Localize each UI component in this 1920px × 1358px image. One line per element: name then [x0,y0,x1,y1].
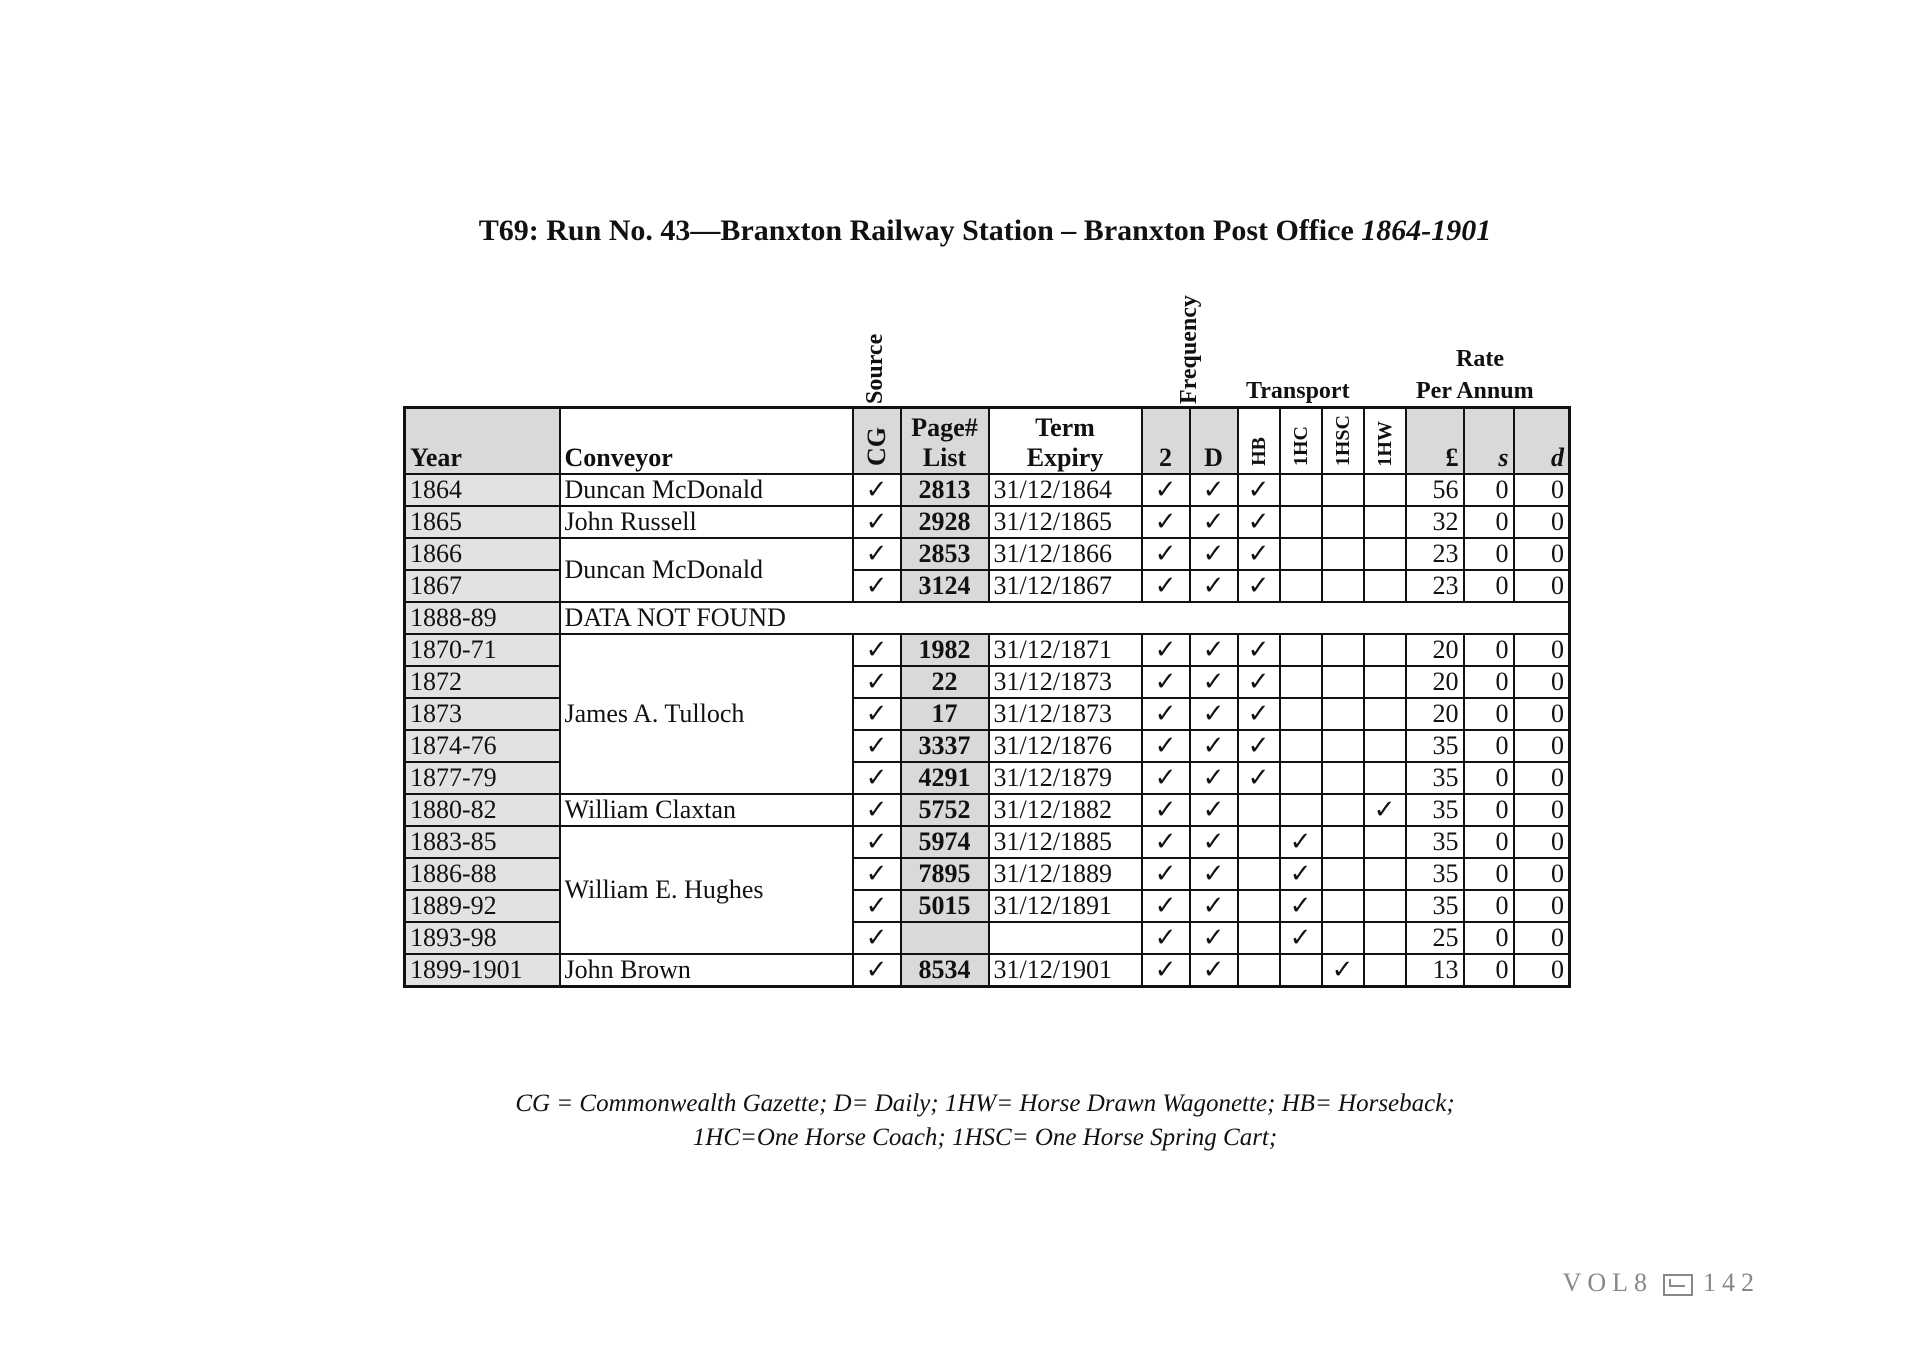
source-group-label: Source [862,333,888,404]
footnote-line2: 1HC=One Horse Coach; 1HSC= One Horse Spring Cart; [692,1124,1278,1151]
page-list-cell: 2928 [901,506,989,538]
hb-check-cell: ✓ [1238,634,1280,666]
table-row [405,506,1570,538]
1hw-check-cell [1364,698,1406,730]
pounds-cell: 35 [1406,890,1464,922]
freq-2-check-cell: ✓ [1142,570,1190,602]
cg-check-cell: ✓ [853,474,901,506]
freq-d-check-cell: ✓ [1190,922,1238,954]
table-row [405,634,1570,666]
pounds-cell: 35 [1406,826,1464,858]
footnote-line1: CG = Commonwealth Gazette; D= Daily; 1HW= Horse Drawn Wagonette; HB= Horseback; [515,1090,1455,1117]
page-list-cell [901,922,989,954]
hb-check-cell [1238,954,1280,987]
col-pence [1514,408,1570,475]
1hsc-check-cell [1322,634,1364,666]
1hw-check-cell [1364,922,1406,954]
cg-check-cell: ✓ [853,922,901,954]
title-years: 1864-1901 [1361,214,1492,247]
freq-d-check-cell: ✓ [1190,762,1238,794]
1hw-check-cell [1364,538,1406,570]
shillings-cell: 0 [1464,922,1514,954]
year-cell: 1888-89 [405,602,560,634]
conveyor-cell: William E. Hughes [560,826,853,954]
cg-check-cell: ✓ [853,666,901,698]
freq-d-check-cell: ✓ [1190,954,1238,987]
1hsc-check-cell [1322,570,1364,602]
pence-cell: 0 [1514,474,1570,506]
cg-check-cell: ✓ [853,890,901,922]
rate-group-label-line2: Per Annum [1416,378,1534,404]
1hw-check-cell [1364,506,1406,538]
cg-check-cell: ✓ [853,730,901,762]
freq-d-check-cell: ✓ [1190,634,1238,666]
1hc-check-cell [1280,506,1322,538]
shillings-cell: 0 [1464,890,1514,922]
freq-2-check-cell: ✓ [1142,826,1190,858]
col-cg-label: CG [861,427,891,467]
col-1hw-label: 1HW [1373,420,1396,467]
pounds-cell: 20 [1406,698,1464,730]
hb-check-cell [1238,794,1280,826]
1hw-check-cell [1364,762,1406,794]
mail-icon [1663,1274,1693,1296]
pounds-cell: 13 [1406,954,1464,987]
conveyor-cell: Duncan McDonald [560,538,853,602]
page-list-cell: 8534 [901,954,989,987]
page-title [0,214,1920,248]
conveyor-cell: John Brown [560,954,853,987]
pounds-cell: 35 [1406,730,1464,762]
shillings-cell: 0 [1464,570,1514,602]
term-expiry-cell: 31/12/1876 [989,730,1142,762]
1hw-check-cell [1364,826,1406,858]
1hc-check-cell: ✓ [1280,826,1322,858]
shillings-cell: 0 [1464,954,1514,987]
pence-cell: 0 [1514,698,1570,730]
shillings-cell: 0 [1464,794,1514,826]
freq-d-check-cell: ✓ [1190,890,1238,922]
hb-check-cell: ✓ [1238,538,1280,570]
term-expiry-cell: 31/12/1891 [989,890,1142,922]
page-list-cell: 1982 [901,634,989,666]
freq-2-check-cell: ✓ [1142,506,1190,538]
hb-check-cell [1238,826,1280,858]
freq-2-check-cell: ✓ [1142,762,1190,794]
freq-d-check-cell: ✓ [1190,506,1238,538]
1hc-check-cell [1280,698,1322,730]
table-row [405,474,1570,506]
col-year: Year [405,408,560,475]
page-footer [1563,1268,1760,1298]
1hc-check-cell [1280,794,1322,826]
term-expiry-cell: 31/12/1889 [989,858,1142,890]
pence-cell: 0 [1514,570,1570,602]
shillings-cell: 0 [1464,474,1514,506]
1hsc-check-cell [1322,474,1364,506]
year-cell: 1864 [405,474,560,506]
year-cell: 1872 [405,666,560,698]
col-hb-label: HB [1247,437,1270,467]
shillings-cell: 0 [1464,698,1514,730]
page-list-cell: 3124 [901,570,989,602]
page-list-cell: 5974 [901,826,989,858]
title-main: T69: Run No. 43—Branxton Railway Station – Branxton Post Office [478,214,1362,247]
table-row [405,826,1570,858]
1hsc-check-cell [1322,698,1364,730]
term-expiry-cell: 31/12/1873 [989,698,1142,730]
pence-cell: 0 [1514,634,1570,666]
term-expiry-cell [989,922,1142,954]
pounds-cell: 20 [1406,666,1464,698]
col-1hw [1364,408,1406,475]
table-body [405,474,1570,987]
term-expiry-cell: 31/12/1882 [989,794,1142,826]
freq-2-check-cell: ✓ [1142,538,1190,570]
1hw-check-cell [1364,954,1406,987]
1hsc-check-cell: ✓ [1322,954,1364,987]
data-not-found-cell: DATA NOT FOUND [560,602,1570,634]
term-expiry-cell: 31/12/1867 [989,570,1142,602]
col-page-line2: List [922,443,967,473]
table-row [405,538,1570,570]
col-term [989,408,1142,475]
col-hb [1238,408,1280,475]
freq-d-check-cell: ✓ [1190,570,1238,602]
cg-check-cell: ✓ [853,506,901,538]
term-expiry-cell: 31/12/1879 [989,762,1142,794]
cg-check-cell: ✓ [853,858,901,890]
cg-check-cell: ✓ [853,762,901,794]
pounds-cell: 32 [1406,506,1464,538]
col-1hsc [1322,408,1364,475]
freq-d-check-cell: ✓ [1190,794,1238,826]
1hw-check-cell [1364,634,1406,666]
page-list-cell: 7895 [901,858,989,890]
term-expiry-cell: 31/12/1871 [989,634,1142,666]
1hsc-check-cell [1322,506,1364,538]
col-term-line1: Term [1035,413,1095,443]
conveyor-cell: John Russell [560,506,853,538]
shillings-cell: 0 [1464,762,1514,794]
page-list-cell: 22 [901,666,989,698]
page-list-cell: 3337 [901,730,989,762]
1hsc-check-cell [1322,666,1364,698]
col-term-line2: Expiry [1026,443,1104,473]
pounds-cell: 35 [1406,762,1464,794]
page-list-cell: 2853 [901,538,989,570]
year-cell: 1867 [405,570,560,602]
conveyor-cell: James A. Tulloch [560,634,853,794]
col-pence-label: d [1551,443,1564,473]
cg-check-cell: ✓ [853,634,901,666]
1hsc-check-cell [1322,538,1364,570]
1hc-check-cell [1280,634,1322,666]
freq-d-check-cell: ✓ [1190,730,1238,762]
1hw-check-cell [1364,730,1406,762]
1hsc-check-cell [1322,858,1364,890]
pounds-cell: 35 [1406,794,1464,826]
cg-check-cell: ✓ [853,570,901,602]
table-row [405,602,1570,634]
col-1hc [1280,408,1322,475]
freq-d-check-cell: ✓ [1190,858,1238,890]
page-list-cell: 5752 [901,794,989,826]
conveyor-cell: Duncan McDonald [560,474,853,506]
1hc-check-cell: ✓ [1280,922,1322,954]
term-expiry-cell: 31/12/1865 [989,506,1142,538]
1hc-check-cell [1280,538,1322,570]
hb-check-cell [1238,858,1280,890]
freq-2-check-cell: ✓ [1142,666,1190,698]
year-cell: 1865 [405,506,560,538]
pounds-cell: 25 [1406,922,1464,954]
runs-table [403,406,1571,988]
year-cell: 1866 [405,538,560,570]
transport-group-label: Transport [1246,378,1350,404]
year-cell: 1874-76 [405,730,560,762]
pence-cell: 0 [1514,954,1570,987]
shillings-cell: 0 [1464,634,1514,666]
1hc-check-cell [1280,570,1322,602]
1hw-check-cell: ✓ [1364,794,1406,826]
hb-check-cell: ✓ [1238,698,1280,730]
term-expiry-cell: 31/12/1885 [989,826,1142,858]
col-1hsc-label: 1HSC [1331,415,1354,467]
year-cell: 1877-79 [405,762,560,794]
col-page [901,408,989,475]
1hc-check-cell [1280,666,1322,698]
footer-page-number: 142 [1703,1268,1760,1297]
year-cell: 1880-82 [405,794,560,826]
page-list-cell: 17 [901,698,989,730]
pounds-cell: 20 [1406,634,1464,666]
freq-d-check-cell: ✓ [1190,826,1238,858]
year-cell: 1893-98 [405,922,560,954]
term-expiry-cell: 31/12/1864 [989,474,1142,506]
freq-2-check-cell: ✓ [1142,474,1190,506]
pence-cell: 0 [1514,730,1570,762]
pence-cell: 0 [1514,506,1570,538]
1hc-check-cell [1280,954,1322,987]
pounds-cell: 35 [1406,858,1464,890]
freq-2-check-cell: ✓ [1142,634,1190,666]
pounds-cell: 23 [1406,570,1464,602]
cg-check-cell: ✓ [853,954,901,987]
conveyor-cell: William Claxtan [560,794,853,826]
1hsc-check-cell [1322,826,1364,858]
freq-2-check-cell: ✓ [1142,954,1190,987]
pence-cell: 0 [1514,794,1570,826]
pence-cell: 0 [1514,666,1570,698]
term-expiry-cell: 31/12/1873 [989,666,1142,698]
pence-cell: 0 [1514,890,1570,922]
col-conveyor: Conveyor [560,408,853,475]
pence-cell: 0 [1514,538,1570,570]
shillings-cell: 0 [1464,666,1514,698]
1hw-check-cell [1364,570,1406,602]
table-row [405,794,1570,826]
col-freq-d: D [1190,408,1238,475]
hb-check-cell [1238,890,1280,922]
col-page-line1: Page# [911,413,978,443]
hb-check-cell: ✓ [1238,506,1280,538]
col-1hc-label: 1HC [1289,426,1312,467]
year-cell: 1889-92 [405,890,560,922]
term-expiry-cell: 31/12/1901 [989,954,1142,987]
hb-check-cell: ✓ [1238,474,1280,506]
hb-check-cell: ✓ [1238,730,1280,762]
year-cell: 1899-1901 [405,954,560,987]
1hc-check-cell: ✓ [1280,890,1322,922]
freq-2-check-cell: ✓ [1142,698,1190,730]
term-expiry-cell: 31/12/1866 [989,538,1142,570]
table-row [405,954,1570,987]
footer-vol: VOL8 [1562,1268,1653,1297]
pence-cell: 0 [1514,826,1570,858]
freq-d-check-cell: ✓ [1190,538,1238,570]
1hc-check-cell: ✓ [1280,858,1322,890]
hb-check-cell: ✓ [1238,666,1280,698]
pence-cell: 0 [1514,858,1570,890]
1hsc-check-cell [1322,794,1364,826]
pence-cell: 0 [1514,762,1570,794]
rate-group-label-line1: Rate [1456,346,1504,372]
cg-check-cell: ✓ [853,698,901,730]
pounds-cell: 56 [1406,474,1464,506]
freq-d-check-cell: ✓ [1190,474,1238,506]
freq-2-check-cell: ✓ [1142,922,1190,954]
freq-2-check-cell: ✓ [1142,794,1190,826]
1hc-check-cell [1280,474,1322,506]
shillings-cell: 0 [1464,538,1514,570]
cg-check-cell: ✓ [853,794,901,826]
freq-d-check-cell: ✓ [1190,666,1238,698]
col-cg [853,408,901,475]
1hsc-check-cell [1322,922,1364,954]
hb-check-cell: ✓ [1238,762,1280,794]
hb-check-cell [1238,922,1280,954]
pence-cell: 0 [1514,922,1570,954]
freq-2-check-cell: ✓ [1142,730,1190,762]
header-row [405,408,1570,475]
col-shillings-label: s [1498,443,1509,473]
year-cell: 1870-71 [405,634,560,666]
frequency-group-label: Frequency [1176,295,1202,404]
shillings-cell: 0 [1464,826,1514,858]
cg-check-cell: ✓ [853,538,901,570]
shillings-cell: 0 [1464,858,1514,890]
1hsc-check-cell [1322,890,1364,922]
1hw-check-cell [1364,474,1406,506]
1hsc-check-cell [1322,730,1364,762]
year-cell: 1883-85 [405,826,560,858]
cg-check-cell: ✓ [853,826,901,858]
hb-check-cell: ✓ [1238,570,1280,602]
1hw-check-cell [1364,666,1406,698]
freq-2-check-cell: ✓ [1142,890,1190,922]
pounds-cell: 23 [1406,538,1464,570]
year-cell: 1886-88 [405,858,560,890]
page-list-cell: 2813 [901,474,989,506]
col-freq-2: 2 [1142,408,1190,475]
col-shillings [1464,408,1514,475]
year-cell: 1873 [405,698,560,730]
1hc-check-cell [1280,762,1322,794]
1hsc-check-cell [1322,762,1364,794]
page-list-cell: 5015 [901,890,989,922]
1hw-check-cell [1364,890,1406,922]
shillings-cell: 0 [1464,730,1514,762]
1hw-check-cell [1364,858,1406,890]
freq-2-check-cell: ✓ [1142,858,1190,890]
col-pounds: £ [1406,408,1464,475]
1hc-check-cell [1280,730,1322,762]
shillings-cell: 0 [1464,506,1514,538]
freq-d-check-cell: ✓ [1190,698,1238,730]
page-list-cell: 4291 [901,762,989,794]
